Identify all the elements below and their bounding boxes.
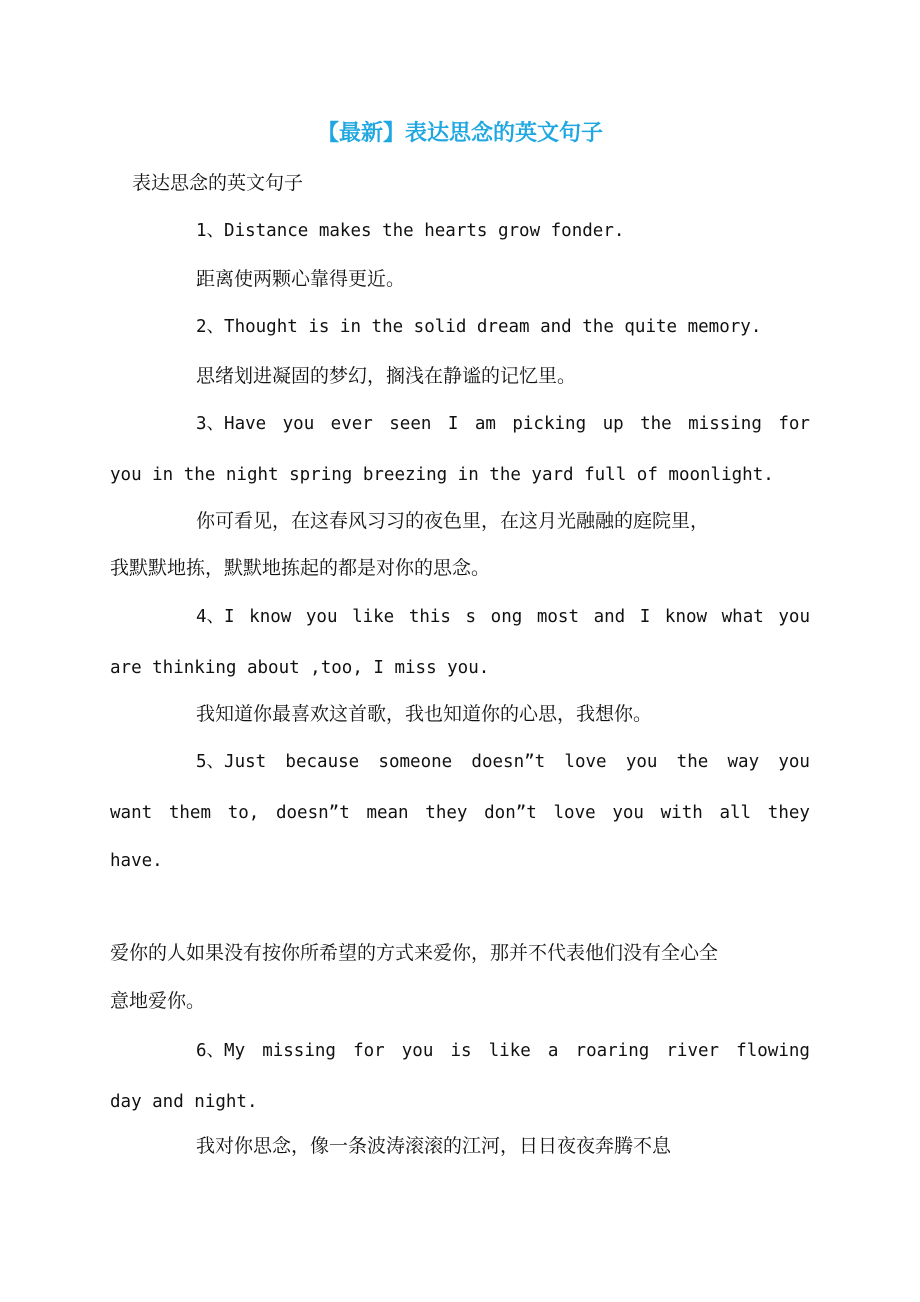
word: flowing — [736, 1041, 810, 1061]
item-1-chinese: 距离使两颗心靠得更近。 — [196, 268, 406, 290]
word: doesn”t — [275, 803, 350, 823]
word: roaring — [575, 1041, 650, 1061]
word: the — [640, 414, 672, 434]
word: picking — [512, 414, 587, 434]
word: you — [401, 1041, 434, 1061]
word: you — [778, 607, 810, 627]
item-3-chinese-line-1: 你可看见，在这春风习习的夜色里，在这月光融融的庭院里， — [196, 510, 710, 532]
item-6-english-line-2: day and night. — [110, 1092, 258, 1112]
word: I — [639, 607, 651, 627]
word: up — [602, 414, 624, 434]
word: they — [767, 803, 810, 823]
item-5-english-line-1 — [196, 747, 810, 777]
item-4-english-line-1 — [196, 602, 810, 632]
item-2-chinese: 思绪划进凝固的梦幻，搁浅在静谧的记忆里。 — [196, 365, 577, 387]
word: missing — [262, 1041, 336, 1061]
word: a — [547, 1041, 559, 1061]
word: is — [450, 1041, 472, 1061]
item-6-english-line-1 — [196, 1036, 810, 1066]
word: to, — [227, 803, 260, 823]
item-1-english: 1、Distance makes the hearts grow fonder. — [196, 221, 625, 241]
word: seen — [389, 414, 432, 434]
word: you — [778, 752, 810, 772]
word: someone — [378, 752, 453, 772]
word: know — [249, 607, 292, 627]
word: I — [447, 414, 459, 434]
word: like — [488, 1041, 531, 1061]
item-2-english: 2、Thought is in the solid dream and the quite memory. — [196, 317, 762, 337]
word: ong — [490, 607, 523, 627]
word: mean — [366, 803, 409, 823]
word: you — [282, 414, 315, 434]
word: the — [676, 752, 709, 772]
word: love — [553, 803, 596, 823]
item-3-chinese-line-2: 我默默地拣，默默地拣起的都是对你的思念。 — [110, 557, 491, 579]
word: 3、Have — [196, 414, 267, 434]
item-3-english-line-1 — [196, 409, 810, 439]
item-6-chinese: 我对你思念，像一条波涛滚滚的江河，日日夜夜奔腾不息 — [196, 1135, 672, 1157]
document-title: 【最新】表达思念的英文句子 — [316, 121, 603, 146]
word: like — [352, 607, 395, 627]
word: missing — [688, 414, 762, 434]
word: am — [474, 414, 496, 434]
item-5-english-line-2 — [110, 798, 810, 828]
word: river — [666, 1041, 720, 1061]
word: you — [625, 752, 658, 772]
item-5-chinese-line-1: 爱你的人如果没有按你所希望的方式来爱你，那并不代表他们没有全心全 — [110, 942, 719, 964]
word: most — [536, 607, 580, 627]
document-subtitle: 表达思念的英文句子 — [132, 172, 304, 194]
word: don”t — [484, 803, 537, 823]
word: ever — [330, 414, 373, 434]
word: for — [778, 414, 810, 434]
word: 4、I — [196, 607, 235, 627]
word: them — [168, 803, 211, 823]
word: this — [408, 607, 451, 627]
word: because — [285, 752, 360, 772]
item-4-english-line-2: are thinking about ,too, I miss you. — [110, 658, 490, 678]
word: love — [564, 752, 607, 772]
word: all — [719, 803, 752, 823]
word: know — [664, 607, 708, 627]
item-5-chinese-line-2: 意地爱你。 — [110, 990, 206, 1012]
item-5-english-line-3: have. — [110, 851, 163, 871]
word: for — [353, 1041, 385, 1061]
item-3-english-line-2: you in the night spring breezing in the yard full of moonlight. — [110, 465, 774, 485]
word: you — [612, 803, 644, 823]
word: you — [305, 607, 338, 627]
word: s — [465, 607, 477, 627]
word: with — [660, 803, 703, 823]
word: and — [593, 607, 626, 627]
word: way — [727, 752, 760, 772]
item-4-chinese: 我知道你最喜欢这首歌，我也知道你的心思，我想你。 — [196, 703, 653, 725]
word: doesn”t — [471, 752, 546, 772]
word: what — [721, 607, 764, 627]
word: want — [110, 803, 153, 823]
word: 6、My — [196, 1041, 246, 1061]
word: 5、Just — [196, 752, 267, 772]
word: they — [425, 803, 468, 823]
